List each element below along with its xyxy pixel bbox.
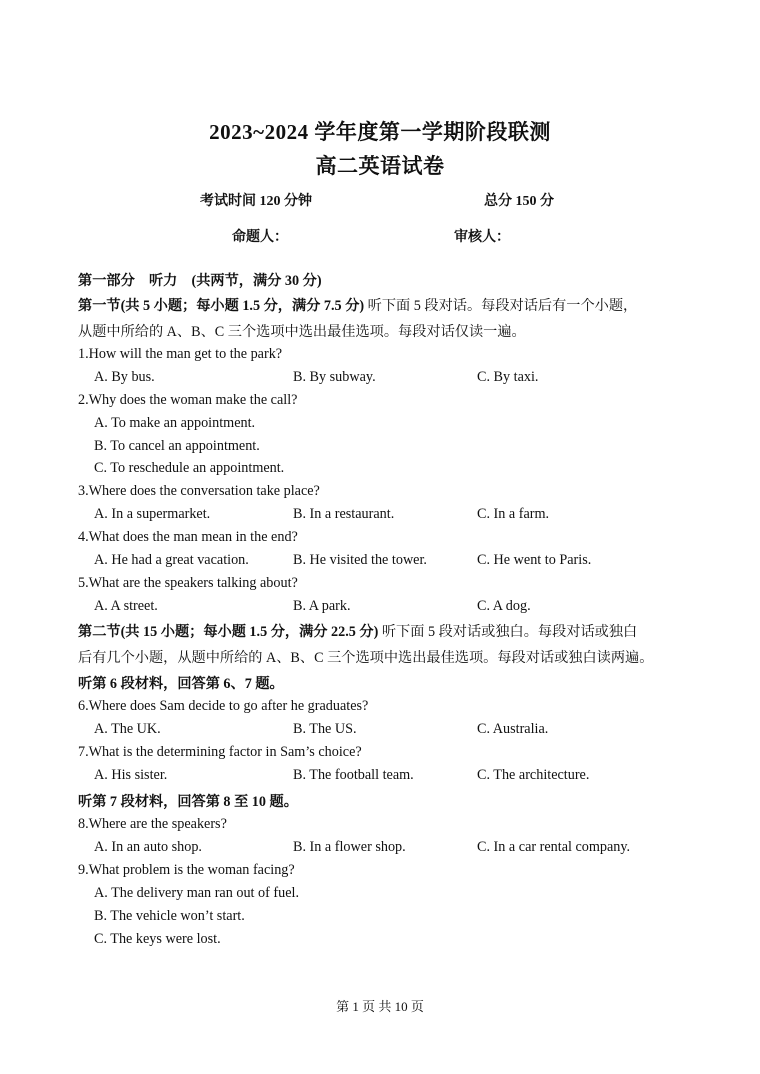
exam-time: 考试时间 120 分钟 [200, 194, 312, 209]
part1-heading: 第一部分 听力 (共两节，满分 30 分) [78, 273, 322, 289]
exam-subtitle: 高二英语试卷 [315, 154, 445, 178]
question-1-option-b: B. By subway. [293, 369, 376, 385]
question-6-stem: 6.Where does Sam decide to go after he graduates? [78, 698, 369, 714]
exam-title: 2023~2024 学年度第一学期阶段联测 [209, 120, 551, 144]
question-5-option-a: A. A street. [94, 598, 158, 614]
question-3-option-a: A. In a supermarket. [94, 506, 211, 522]
question-8-option-b: B. In a flower shop. [293, 839, 406, 855]
question-9-option-b: B. The vehicle won’t start. [94, 908, 245, 924]
question-3-stem: 3.Where does the conversation take place? [78, 483, 320, 499]
question-4-option-c: C. He went to Paris. [477, 552, 592, 568]
question-7-option-b: B. The football team. [293, 767, 414, 783]
question-6-option-a: A. The UK. [94, 721, 161, 737]
question-1-option-c: C. By taxi. [477, 369, 539, 385]
setter-label: 命题人： [232, 230, 288, 245]
question-3-option-c: C. In a farm. [477, 506, 550, 522]
section2-title: 第二节(共 15 小题；每小题 1.5 分，满分 22.5 分) [78, 624, 379, 640]
section1-instructions [78, 295, 637, 315]
question-4-stem: 4.What does the man mean in the end? [78, 529, 298, 545]
question-9-option-a: A. The delivery man ran out of fuel. [94, 885, 299, 901]
question-6-option-c: C. Australia. [477, 721, 549, 737]
question-7-option-c: C. The architecture. [477, 767, 590, 783]
reviewer-label: 审核人： [454, 230, 510, 245]
question-3-option-b: B. In a restaurant. [293, 506, 395, 522]
question-6-option-b: B. The US. [293, 721, 357, 737]
question-2-option-a: A. To make an appointment. [94, 415, 256, 431]
section2-instructions [78, 621, 637, 641]
total-score: 总分 150 分 [484, 194, 554, 209]
question-7-stem: 7.What is the determining factor in Sam’s choice? [78, 744, 362, 760]
question-4-option-a: A. He had a great vacation. [94, 552, 249, 568]
question-8-option-c: C. In a car rental company. [477, 839, 631, 855]
question-5-stem: 5.What are the speakers talking about? [78, 575, 298, 591]
question-1-option-a: A. By bus. [94, 369, 155, 385]
question-8-stem: 8.Where are the speakers? [78, 816, 227, 832]
section1-title: 第一节(共 5 小题；每小题 1.5 分，满分 7.5 分) [78, 298, 365, 314]
question-8-option-a: A. In an auto shop. [94, 839, 202, 855]
question-5-option-b: B. A park. [293, 598, 351, 614]
question-4-option-b: B. He visited the tower. [293, 552, 427, 568]
section1-text: 听下面 5 段对话。每段对话后有一个小题， [364, 298, 638, 314]
question-2-option-b: B. To cancel an appointment. [94, 438, 260, 454]
material-7-heading: 听第 7 段材料，回答第 8 至 10 题。 [78, 794, 298, 810]
question-2-option-c: C. To reschedule an appointment. [94, 460, 285, 476]
question-7-option-a: A. His sister. [94, 767, 168, 783]
question-5-option-c: C. A dog. [477, 598, 531, 614]
question-9-stem: 9.What problem is the woman facing? [78, 862, 295, 878]
question-1-stem: 1.How will the man get to the park? [78, 346, 283, 362]
section2-text: 听下面 5 段对话或独白。每段对话或独白 [378, 624, 638, 640]
section1-instructions-line2: 从题中所给的 A、B、C 三个选项中选出最佳选项。每段对话仅读一遍。 [78, 324, 526, 340]
question-2-stem: 2.Why does the woman make the call? [78, 392, 298, 408]
section2-instructions-line2: 后有几个小题，从题中所给的 A、B、C 三个选项中选出最佳选项。每段对话或独白读两遍。 [78, 650, 654, 666]
material-6-heading: 听第 6 段材料，回答第 6、7 题。 [78, 676, 284, 692]
question-9-option-c: C. The keys were lost. [94, 931, 221, 947]
page-number: 第 1 页 共 10 页 [336, 999, 424, 1014]
